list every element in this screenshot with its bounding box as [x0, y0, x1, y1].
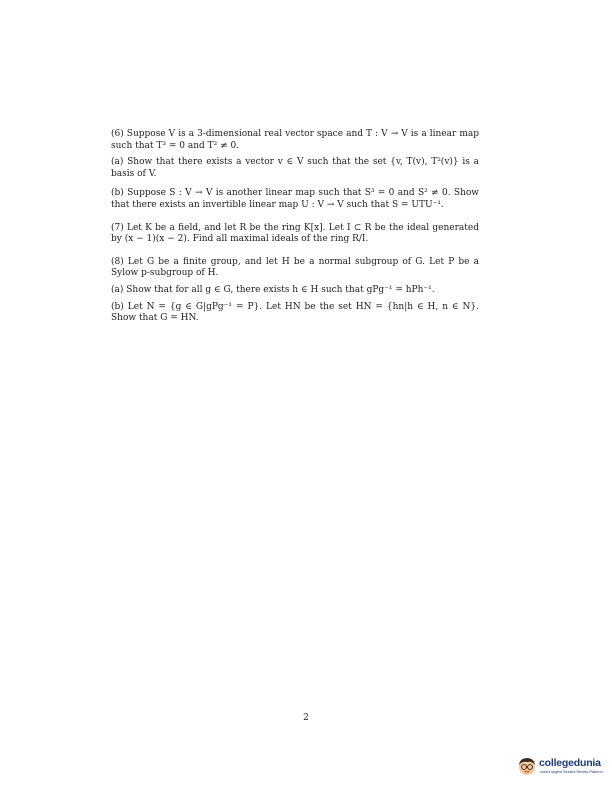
question-6b: (b) Suppose S : V → V is another linear map such that S³ = 0 and S² ≠ 0. Show that there exists an invertible linear map U : V → V such that S = UTU⁻¹.	[111, 188, 479, 210]
question-6-intro: (6) Suppose V is a 3-dimensional real vector space and T : V → V is a linear map such that T³ = 0 and T² ≠ 0.	[111, 129, 479, 151]
question-8-intro: (8) Let G be a finite group, and let H be a normal subgroup of G. Let P be a Sylow p-subgroup of H.	[111, 256, 479, 279]
student-face-icon	[516, 755, 538, 777]
logo-wordmark: collegedunia	[539, 757, 601, 769]
question-8a: (a) Show that for all g ∈ G, there exists h ∈ H such that gPg⁻¹ = hPh⁻¹.	[111, 284, 435, 295]
question-7: (7) Let K be a field, and let R be the ring K[x]. Let I ⊂ R be the ideal generated by (x − 1)(x − 2). Find all maximal ideals of the ring R/I.	[111, 222, 479, 245]
logo-tagline: India's largest Student Review Platform	[540, 770, 603, 774]
question-6a: (a) Show that there exists a vector v ∈ V such that the set {v, T(v), T²(v)} is a basis of V.	[111, 157, 479, 179]
question-8b: (b) Let N = {g ∈ G|gPg⁻¹ = P}. Let HN be the set HN = {hn|h ∈ H, n ∈ N}. Show that G = HN.	[111, 301, 479, 324]
page-number: 2	[303, 713, 309, 723]
collegedunia-logo	[516, 753, 608, 779]
exam-questions	[111, 129, 479, 333]
